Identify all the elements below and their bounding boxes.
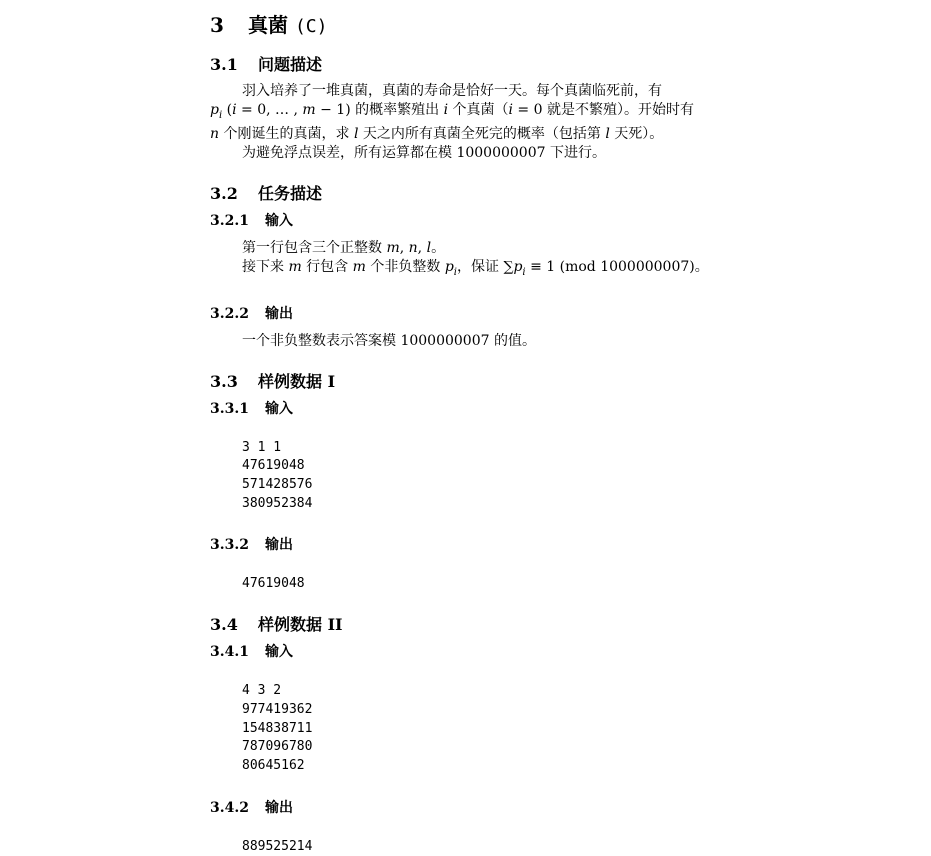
sep: , xyxy=(399,239,409,256)
sep: , xyxy=(417,239,427,256)
var-i-3: i xyxy=(508,102,513,118)
code-line: 47619048 xyxy=(242,458,305,474)
range-end: − 1) xyxy=(315,102,351,118)
var-n: n xyxy=(408,239,418,256)
code-line: 889525214 xyxy=(242,838,313,854)
sample1-output-title: 输出 xyxy=(265,537,293,554)
input-text-d: 个非负整数 xyxy=(365,258,445,275)
input-text-f: ≡ 1 (mod 1000000007)。 xyxy=(525,258,709,275)
problem-text-c: = 0 就是不繁殖）。开始时有 xyxy=(512,102,694,118)
var-m: m xyxy=(386,239,400,256)
var-i-sub: i xyxy=(218,109,223,121)
input-text-c: 行包含 xyxy=(301,258,353,275)
code-line: 4 3 2 xyxy=(242,683,282,699)
problem-line-4: 为避免浮点误差，所有运算都在模 1000000007 下进行。 xyxy=(242,144,606,161)
section-title: 真菌 xyxy=(248,13,288,37)
input-text-e: ，保证 ∑ xyxy=(457,258,514,275)
code-line: 3 1 1 xyxy=(242,439,282,455)
sample2-heading xyxy=(210,614,770,636)
var-l: l xyxy=(426,239,432,256)
var-p: p xyxy=(513,258,523,275)
sample1-output-code xyxy=(210,575,770,594)
input-text-b: 接下来 xyxy=(242,258,289,275)
var-i-sub: i xyxy=(522,266,526,278)
var-m: m xyxy=(288,258,302,275)
input-text-a: 第一行包含三个正整数 xyxy=(242,239,387,256)
var-p: p xyxy=(444,258,454,275)
code-line: 80645162 xyxy=(242,757,305,773)
sample1-input-heading xyxy=(210,399,770,419)
var-l: l xyxy=(353,125,359,142)
sample2-output-code xyxy=(210,838,770,856)
range-open: ( xyxy=(222,102,233,118)
task-input-heading xyxy=(210,211,770,231)
problem-text-b: 个真菌（ xyxy=(448,102,509,118)
sample2-input-heading xyxy=(210,642,770,662)
task-title: 任务描述 xyxy=(258,183,323,203)
sample2-output-title: 输出 xyxy=(265,799,293,816)
sample1-output-number: 3.3.2 xyxy=(210,537,249,554)
sample2-input-title: 输入 xyxy=(265,644,293,661)
task-input-line-2 xyxy=(210,258,770,282)
problem-text-d: 个刚诞生的真菌，求 xyxy=(219,125,354,142)
code-line: 977419362 xyxy=(242,701,313,717)
task-input-line-1 xyxy=(210,239,770,258)
task-input-title: 输入 xyxy=(265,212,293,229)
var-n: n xyxy=(210,125,220,142)
section-code: (C) xyxy=(294,16,328,37)
sample1-input-number: 3.3.1 xyxy=(210,400,249,417)
code-line: 154838711 xyxy=(242,720,313,736)
problem-text-a: 的概率繁殖出 xyxy=(350,102,444,118)
code-line: 47619048 xyxy=(242,576,305,592)
input-text-end: 。 xyxy=(431,239,446,256)
sample2-output-number: 3.4.2 xyxy=(210,799,249,816)
code-line: 571428576 xyxy=(242,477,313,492)
var-p: p xyxy=(210,102,219,118)
problem-number: 3.1 xyxy=(210,55,238,74)
range-mid: = 0, … , xyxy=(236,102,303,118)
sample1-input-code xyxy=(210,439,770,514)
var-i: i xyxy=(232,102,237,118)
sample2-title: 样例数据 II xyxy=(258,615,343,635)
task-number: 3.2 xyxy=(210,183,238,203)
sample1-number: 3.3 xyxy=(210,371,238,391)
sample1-input-title: 输入 xyxy=(265,400,293,417)
var-i-2: i xyxy=(443,102,449,118)
problem-line-3 xyxy=(210,125,770,144)
task-heading xyxy=(210,183,770,205)
sample2-input-number: 3.4.1 xyxy=(210,644,249,661)
code-line: 380952384 xyxy=(242,495,313,511)
document-page xyxy=(210,12,770,856)
section-number: 3 xyxy=(210,13,224,37)
sample2-output-heading xyxy=(210,798,770,818)
var-i-sub: i xyxy=(453,266,457,278)
problem-title: 问题描述 xyxy=(258,55,323,74)
sample2-input-code xyxy=(210,682,770,776)
code-line: 787096780 xyxy=(242,739,313,755)
problem-line-2 xyxy=(210,101,770,125)
task-output-title: 输出 xyxy=(265,305,293,322)
task-output-text: 一个非负整数表示答案模 1000000007 的值。 xyxy=(242,332,536,349)
var-l-2: l xyxy=(605,125,610,142)
task-input-number: 3.2.1 xyxy=(210,212,249,229)
task-output-heading xyxy=(210,304,770,324)
var-m: m xyxy=(352,258,366,275)
var-m: m xyxy=(302,102,316,118)
task-output-number: 3.2.2 xyxy=(210,305,249,322)
problem-text-f: 天死）。 xyxy=(609,125,664,142)
section-heading xyxy=(210,12,770,40)
problem-line-1: 羽入培养了一堆真菌，真菌的寿命是恰好一天。每个真菌临死前，有 xyxy=(242,83,662,99)
problem-text-e: 天之内所有真菌全死完的概率（包括第 xyxy=(358,125,606,142)
sample1-heading xyxy=(210,371,770,393)
sample2-number: 3.4 xyxy=(210,615,238,635)
sample1-output-heading xyxy=(210,535,770,555)
problem-heading xyxy=(210,54,770,76)
sample1-title: 样例数据 I xyxy=(258,371,336,391)
